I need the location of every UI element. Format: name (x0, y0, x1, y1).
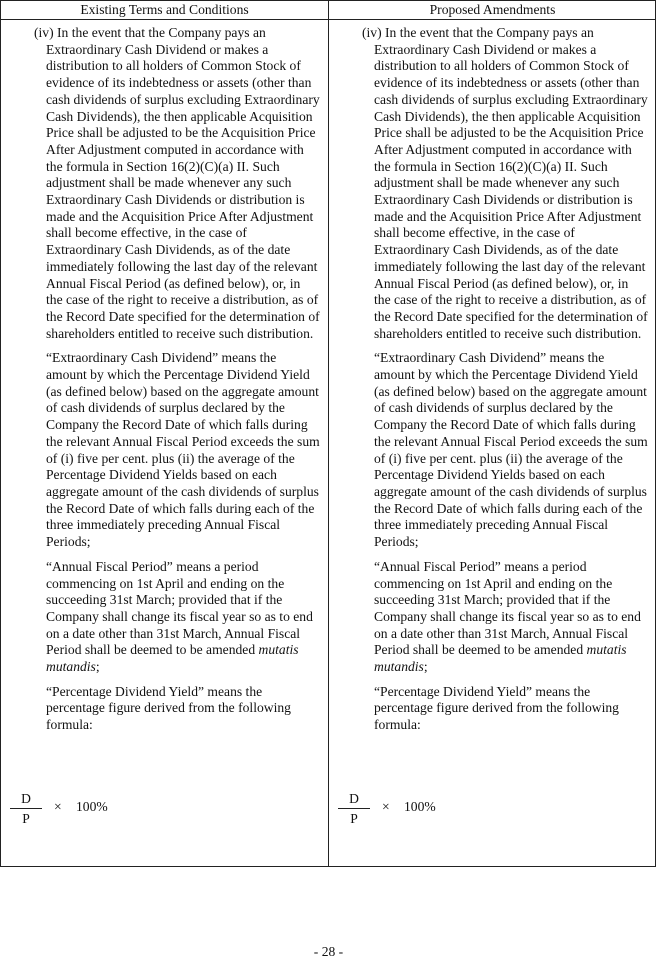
formula-numerator: D (21, 791, 31, 806)
paragraph-annual-fiscal-period: “Annual Fiscal Period” means a period commencing on 1st April and ending on the succeeding 31st March; provided that if the Company shall change its fiscal year so as to end on a date other than 31st March, Annual Fiscal Period shall be deemed to be amended mutatis mutandis; (46, 558, 313, 675)
header-proposed-amendments: Proposed Amendments (429, 2, 556, 17)
formula-left (10, 791, 120, 831)
formula-percent: 100% (76, 799, 108, 814)
column-divider (328, 1, 329, 866)
paragraph-percentage-dividend-yield: “Percentage Dividend Yield” means the percentage figure derived from the following formula: (374, 683, 619, 733)
times-symbol: × (54, 799, 62, 814)
formula-denominator: P (22, 811, 30, 826)
header-existing-terms: Existing Terms and Conditions (80, 2, 249, 17)
formula-numerator: D (349, 791, 359, 806)
paragraph-iv: (iv) In the event that the Company pays an Extraordinary Cash Dividend or makes a distribution to all holders of Common Stock of evidence of its indebtedness or assets (other than cash dividends of surplus excluding Extraordinary Cash Dividends), the then applicable Acquisition Price shall be adjusted to be the Acquisition Price After Adjustment computed in accordance with the formula in Section 16(2)(C)(a) II. Such adjustment shall be made whenever any such Extraordinary Cash Dividends or distribution is made and the Acquisition Price After Adjustment shall become effective, in the case of Extraordinary Cash Dividends, as of the date immediately following the last day of the relevant Annual Fiscal Period (as defined below), or, in the case of the right to receive a distribution, as of the Record Date specified for the determination of shareholders entitled to receive such distribution. (34, 25, 320, 341)
page-number: - 28 - (313, 944, 344, 959)
mutatis-mutandis-text: mutatis mutandis (374, 642, 627, 675)
paragraph-extraordinary-cash-dividend: “Extraordinary Cash Dividend” means the amount by which the Percentage Dividend Yield (as defined below) based on the aggregate amount of cash dividends of surplus declared by the Company the Record Date of which falls during the relevant Annual Fiscal Period exceeds the sum of (i) five per cent. plus (ii) the average of the Percentage Dividend Yields based on each aggregate amount of the cash dividends of surplus the Record Date of which falls during each of the three immediately preceding Annual Fiscal Periods; (374, 350, 648, 550)
existing-terms-column (34, 25, 320, 742)
formula-denominator: P (350, 811, 358, 826)
formula-percent: 100% (404, 799, 436, 814)
mutatis-mutandis-text: mutatis mutandis (46, 642, 299, 675)
fraction-bar (10, 808, 42, 809)
paragraph-extraordinary-cash-dividend: “Extraordinary Cash Dividend” means the amount by which the Percentage Dividend Yield (as defined below) based on the aggregate amount of cash dividends of surplus declared by the Company the Record Date of which falls during the relevant Annual Fiscal Period exceeds the sum of (i) five per cent. plus (ii) the average of the Percentage Dividend Yields based on each aggregate amount of the cash dividends of surplus the Record Date of which falls during each of the three immediately preceding Annual Fiscal Periods; (46, 350, 320, 550)
paragraph-annual-fiscal-period: “Annual Fiscal Period” means a period commencing on 1st April and ending on the succeeding 31st March; provided that if the Company shall change its fiscal year so as to end on a date other than 31st March, Annual Fiscal Period shall be deemed to be amended mutatis mutandis; (374, 558, 641, 675)
times-symbol: × (382, 799, 390, 814)
formula-right (338, 791, 448, 831)
proposed-amendments-column (362, 25, 648, 742)
paragraph-percentage-dividend-yield: “Percentage Dividend Yield” means the percentage figure derived from the following formula: (46, 683, 291, 733)
paragraph-iv: (iv) In the event that the Company pays an Extraordinary Cash Dividend or makes a distribution to all holders of Common Stock of evidence of its indebtedness or assets (other than cash dividends of surplus excluding Extraordinary Cash Dividends), the then applicable Acquisition Price shall be adjusted to be the Acquisition Price After Adjustment computed in accordance with the formula in Section 16(2)(C)(a) II. Such adjustment shall be made whenever any such Extraordinary Cash Dividends or distribution is made and the Acquisition Price After Adjustment shall become effective, in the case of Extraordinary Cash Dividends, as of the date immediately following the last day of the relevant Annual Fiscal Period (as defined below), or, in the case of the right to receive a distribution, as of the Record Date specified for the determination of shareholders entitled to receive such distribution. (362, 25, 648, 341)
fraction-bar (338, 808, 370, 809)
